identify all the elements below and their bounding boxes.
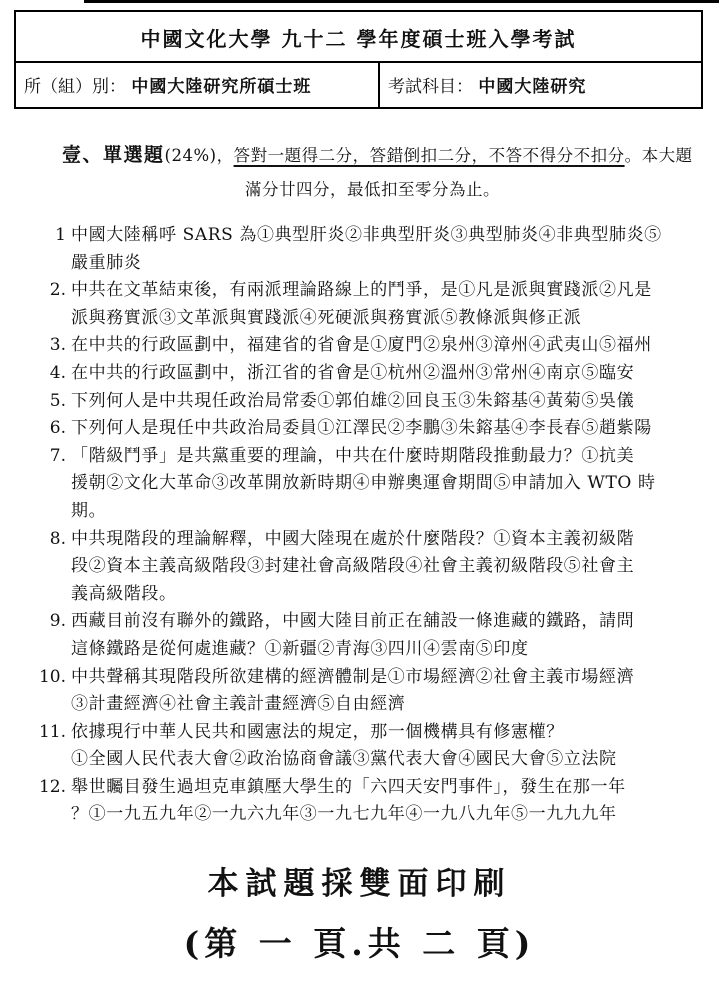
question-line: 舉世矚目發生過坦克車鎮壓大學生的「六四天安門事件」，發生在那一年 — [71, 776, 626, 797]
question-item — [36, 664, 695, 719]
question-item — [36, 277, 695, 332]
question-number: 8. — [49, 528, 66, 549]
print-note: 本試題採雙面印刷 — [207, 866, 512, 902]
question-line: 這條鐵路是從何處進藏？①新疆②青海③四川④雲南⑤印度 — [71, 638, 529, 659]
question-lines — [71, 719, 695, 774]
section-score-note: (24%)， — [164, 146, 234, 165]
question-item — [36, 360, 695, 388]
question-number: 2. — [49, 280, 66, 301]
question-list — [36, 222, 695, 829]
section-heading: 壹、單選題 — [62, 144, 165, 166]
page-footer — [0, 858, 719, 965]
question-item — [36, 526, 695, 609]
question-number: 6. — [49, 418, 66, 439]
question-line: 援朝②文化大革命③改革開放新時期④申辦奧運會期間⑤申請加入 WTO 時 — [71, 473, 656, 494]
question-line: 派與務實派③文革派與實踐派④死硬派與務實派⑤教條派與修正派 — [71, 307, 582, 328]
question-line: 西藏目前沒有聯外的鐵路，中國大陸目前正在舖設一條進藏的鐵路，請問 — [71, 611, 635, 632]
question-line: ③計畫經濟④社會主義計畫經濟⑤自由經濟 — [71, 694, 406, 715]
question-item — [36, 719, 695, 774]
question-item — [36, 443, 695, 526]
question-line: 段②資本主義高級階段③封建社會高級階段④社會主義初級階段⑤社會主 — [71, 556, 635, 577]
question-lines — [71, 360, 695, 388]
question-number: 5. — [49, 390, 66, 411]
section-instructions — [62, 138, 699, 207]
question-line: 期。 — [71, 500, 107, 521]
department-value: 中國大陸研究所碩士班 — [131, 77, 312, 97]
question-number: 9. — [49, 611, 66, 632]
exam-header-table — [14, 10, 703, 109]
page-number-note: (第 一 頁.共 二 頁) — [183, 924, 536, 963]
question-number: 11. — [38, 721, 66, 742]
instruction-line-2: 滿分廿四分，最低扣至零分為止。 — [245, 180, 500, 199]
question-lines — [71, 388, 695, 416]
question-item — [36, 774, 695, 829]
question-number: 4. — [49, 362, 66, 383]
question-line: ①全國人民代表大會②政治協商會議③黨代表大會④國民大會⑤立法院 — [71, 749, 617, 770]
question-lines — [71, 664, 695, 719]
question-lines — [71, 332, 695, 360]
question-line: 下列何人是中共現任政治局常委①郭伯雄②回良玉③朱鎔基④黃菊⑤吳儀 — [71, 390, 635, 411]
question-item — [36, 415, 695, 443]
question-item — [36, 608, 695, 663]
question-lines — [71, 608, 695, 663]
question-number: 10. — [38, 666, 66, 687]
question-line: 中共現階段的理論解釋，中國大陸現在處於什麼階段？①資本主義初級階 — [71, 528, 635, 549]
question-line: 下列何人是現任中共政治局委員①江澤民②李鵬③朱鎔基④李長春⑤趙紫陽 — [71, 418, 652, 439]
question-line: 義高級階段。 — [71, 583, 177, 604]
question-number: 3. — [49, 335, 66, 356]
question-number: 7. — [49, 445, 66, 466]
question-lines — [71, 222, 695, 277]
question-line: 中共在文革結束後，有兩派理論路線上的鬥爭，是①凡是派與實踐派②凡是 — [71, 280, 652, 301]
question-lines — [71, 774, 695, 829]
question-line: 在中共的行政區劃中，福建省的省會是①廈門②泉州③漳州④武夷山⑤福州 — [71, 335, 652, 356]
subject-cell — [380, 63, 701, 107]
question-item — [36, 388, 695, 416]
question-line: ？①一九五九年②一九六九年③一九七九年④一九八九年⑤一九九九年 — [71, 804, 617, 825]
question-line: 嚴重肺炎 — [71, 252, 142, 273]
question-item — [36, 332, 695, 360]
department-cell — [16, 63, 380, 107]
question-line: 在中共的行政區劃中，浙江省的省會是①杭州②溫州③常州④南京⑤臨安 — [71, 362, 635, 383]
question-line: 中國大陸稱呼 SARS 為①典型肝炎②非典型肝炎③典型肺炎④非典型肺炎⑤ — [71, 225, 662, 245]
scoring-rule-underlined: 答對一題得二分，答錯倒扣二分，不答不得分不扣分 — [233, 146, 625, 165]
question-number: 12. — [38, 776, 66, 797]
question-number: 1 — [55, 225, 66, 245]
instruction-line-1 — [62, 138, 699, 173]
question-line: 「階級鬥爭」是共黨重要的理論，中共在什麼時期階段推動最力？①抗美 — [71, 445, 635, 466]
subject-value: 中國大陸研究 — [478, 77, 587, 97]
scan-artifact-top — [84, 0, 719, 3]
question-lines — [71, 415, 695, 443]
scoring-rule-tail: 。本大題 — [624, 146, 693, 165]
question-line: 依據現行中華人民共和國憲法的規定，那一個機構具有修憲權？ — [71, 721, 564, 742]
header-info-row — [16, 61, 701, 107]
question-lines — [71, 443, 695, 526]
exam-title: 中國文化大學 九十二 學年度碩士班入學考試 — [140, 27, 577, 51]
question-lines — [71, 277, 695, 332]
question-line: 中共聲稱其現階段所欲建構的經濟體制是①市場經濟②社會主義市場經濟 — [71, 666, 635, 687]
question-item — [36, 222, 695, 277]
department-label: 所（組）別： — [24, 77, 126, 97]
question-lines — [71, 526, 695, 609]
subject-label: 考試科目： — [388, 77, 473, 97]
